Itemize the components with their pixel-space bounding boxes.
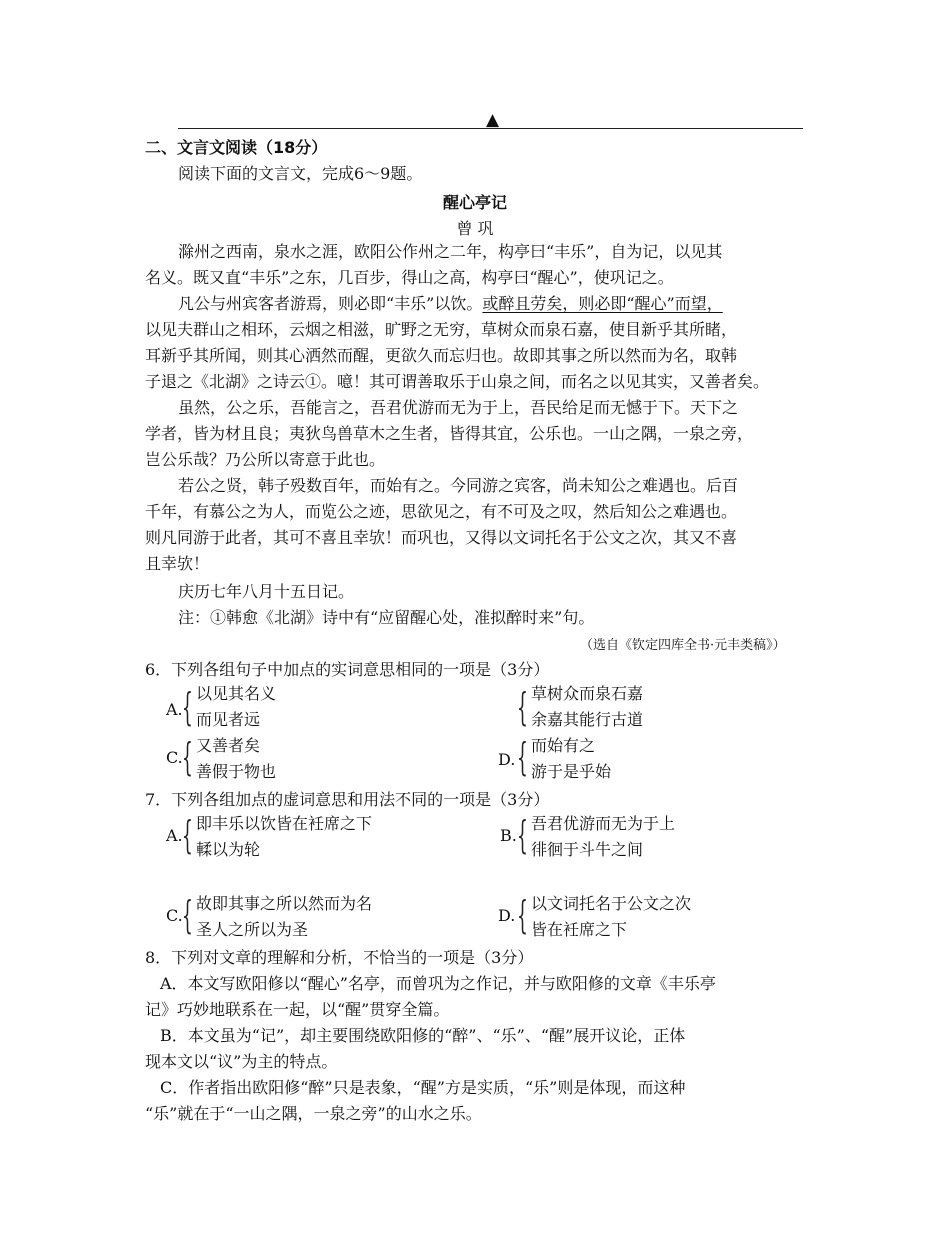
q7-option-c-line2: 圣人之所以为圣 bbox=[196, 920, 309, 939]
q8-option-c: “乐”就在于“一山之隅，一泉之旁”的山水之乐。 bbox=[145, 1104, 482, 1123]
q6-option-d-label: D. bbox=[498, 750, 516, 769]
passage-line: 且幸欤！ bbox=[145, 554, 210, 573]
q6-option-d-line2: 游于是乎始 bbox=[531, 762, 612, 781]
passage-line: 千年，有慕公之为人，而览公之迹，思欲见之，有不可及之叹，然后知公之难遇也。 bbox=[145, 502, 738, 521]
q8-option-a: 记》巧妙地联系在一起，以“醒”贯穿全篇。 bbox=[145, 1000, 450, 1019]
q6-option-b-line2: 余嘉其能行古道 bbox=[531, 710, 644, 729]
passage-line: 虽然，公之乐，吾能言之，吾君优游而无为于上，吾民给足而无憾于下。天下之 bbox=[178, 398, 739, 417]
date-line: 庆历七年八月十五日记。 bbox=[178, 582, 355, 601]
q7-option-a-line2: 輮以为轮 bbox=[196, 840, 261, 859]
brace-icon: { bbox=[517, 735, 528, 779]
underlined-sentence: 或醉且劳矣，则必即“醒心”而望， bbox=[482, 294, 723, 313]
q8-option-c: C．作者指出欧阳修“醉”只是表象，“醒”方是实质，“乐”则是体现，而这种 bbox=[160, 1078, 686, 1097]
instruction: 阅读下面的文言文，完成6～9题。 bbox=[178, 164, 423, 183]
brace-icon: { bbox=[182, 735, 193, 779]
q7-option-c-line1: 故即其事之所以然而为名 bbox=[196, 894, 373, 913]
passage-line: 子退之《北湖》之诗云①。噫！其可谓善取乐于山泉之间，而名之以见其实，又善者矣。 bbox=[145, 372, 770, 391]
q6-option-a-line2: 而见者远 bbox=[196, 710, 261, 729]
brace-icon: { bbox=[517, 685, 528, 729]
passage-line: 名义。既又直“丰乐”之东，几百步，得山之高，构亭曰“醒心”，使巩记之。 bbox=[145, 268, 674, 287]
q7-option-b-line2: 徘徊于斗牛之间 bbox=[531, 840, 644, 859]
passage-line: 岂公乐哉？乃公所以寄意于此也。 bbox=[145, 450, 386, 469]
q6-option-a-line1: 以见其名义 bbox=[196, 684, 277, 703]
essay-title: 醒心亭记 bbox=[442, 193, 507, 212]
triangle-mark: ▲ bbox=[486, 110, 500, 130]
question-7-stem: 7．下列各组加点的虚词意思和用法不同的一项是（3分） bbox=[145, 790, 550, 809]
passage-line: 凡公与州宾客者游焉，则必即“丰乐”以饮。或醉且劳矣，则必即“醒心”而望， bbox=[178, 294, 723, 313]
passage-line: 学者，皆为材且良；夷狄鸟兽草木之生者，皆得其宜，公乐也。一山之隅，一泉之旁， bbox=[145, 424, 754, 443]
brace-icon: { bbox=[182, 813, 193, 857]
source-citation: （选自《钦定四库全书·元丰类稿》） bbox=[580, 638, 786, 653]
question-8-stem: 8．下列对文章的理解和分析，不恰当的一项是（3分） bbox=[145, 948, 534, 967]
q7-option-b-label: B. bbox=[500, 826, 517, 845]
passage-line: 则凡同游于此者，其可不喜且幸欤！而巩也，又得以文词托名于公文之次，其又不喜 bbox=[145, 528, 738, 547]
q6-option-b-line1: 草树众而泉石嘉 bbox=[531, 684, 644, 703]
q7-option-c-label: C. bbox=[166, 906, 183, 925]
q6-option-c-line2: 善假于物也 bbox=[196, 762, 277, 781]
q7-option-b-line1: 吾君优游而无为于上 bbox=[531, 814, 676, 833]
q7-option-d-line2: 皆在衽席之下 bbox=[531, 920, 628, 939]
q7-option-a-label: A. bbox=[166, 826, 183, 845]
q7-option-d-line1: 以文词托名于公文之次 bbox=[531, 894, 692, 913]
brace-icon: { bbox=[517, 893, 528, 937]
q6-option-c-label: C. bbox=[166, 748, 183, 767]
brace-icon: { bbox=[182, 893, 193, 937]
passage-line: 若公之贤，韩子殁数百年，而始有之。今同游之宾客，尚未知公之难遇也。后百 bbox=[178, 476, 739, 495]
passage-line: 耳新乎其所闻，则其心洒然而醒，更欲久而忘归也。故即其事之所以然而为名，取韩 bbox=[145, 346, 738, 365]
brace-icon: { bbox=[517, 813, 528, 857]
brace-icon: { bbox=[182, 685, 193, 729]
q7-option-d-label: D. bbox=[498, 906, 516, 925]
q8-option-b: 现本文以“议”为主的特点。 bbox=[145, 1052, 338, 1071]
q6-option-a-label: A. bbox=[166, 700, 183, 719]
q6-option-c-line1: 又善者矣 bbox=[196, 736, 261, 755]
author: 曾 巩 bbox=[456, 219, 494, 238]
q8-option-b: B．本文虽为“记”，却主要围绕欧阳修的“醉”、“乐”、“醒”展开议论，正体 bbox=[160, 1026, 686, 1045]
passage-line: 滁州之西南，泉水之涯，欧阳公作州之二年，构亭曰“丰乐”，自为记，以见其 bbox=[178, 242, 723, 261]
footnote: 注：①韩愈《北湖》诗中有“应留醒心处，准拟醉时来”句。 bbox=[178, 608, 595, 627]
passage-line: 以见夫群山之相环，云烟之相滋，旷野之无穷，草树众而泉石嘉，使目新乎其所睹， bbox=[145, 320, 738, 339]
question-6-stem: 6．下列各组句子中加点的实词意思相同的一项是（3分） bbox=[145, 660, 550, 679]
q7-option-a-line1: 即丰乐以饮皆在衽席之下 bbox=[196, 814, 373, 833]
q6-option-d-line1: 而始有之 bbox=[531, 736, 596, 755]
q8-option-a: A．本文写欧阳修以“醒心”名亭，而曾巩为之作记，并与欧阳修的文章《丰乐亭 bbox=[160, 974, 716, 993]
section-title: 二、文言文阅读（18分） bbox=[145, 138, 328, 157]
